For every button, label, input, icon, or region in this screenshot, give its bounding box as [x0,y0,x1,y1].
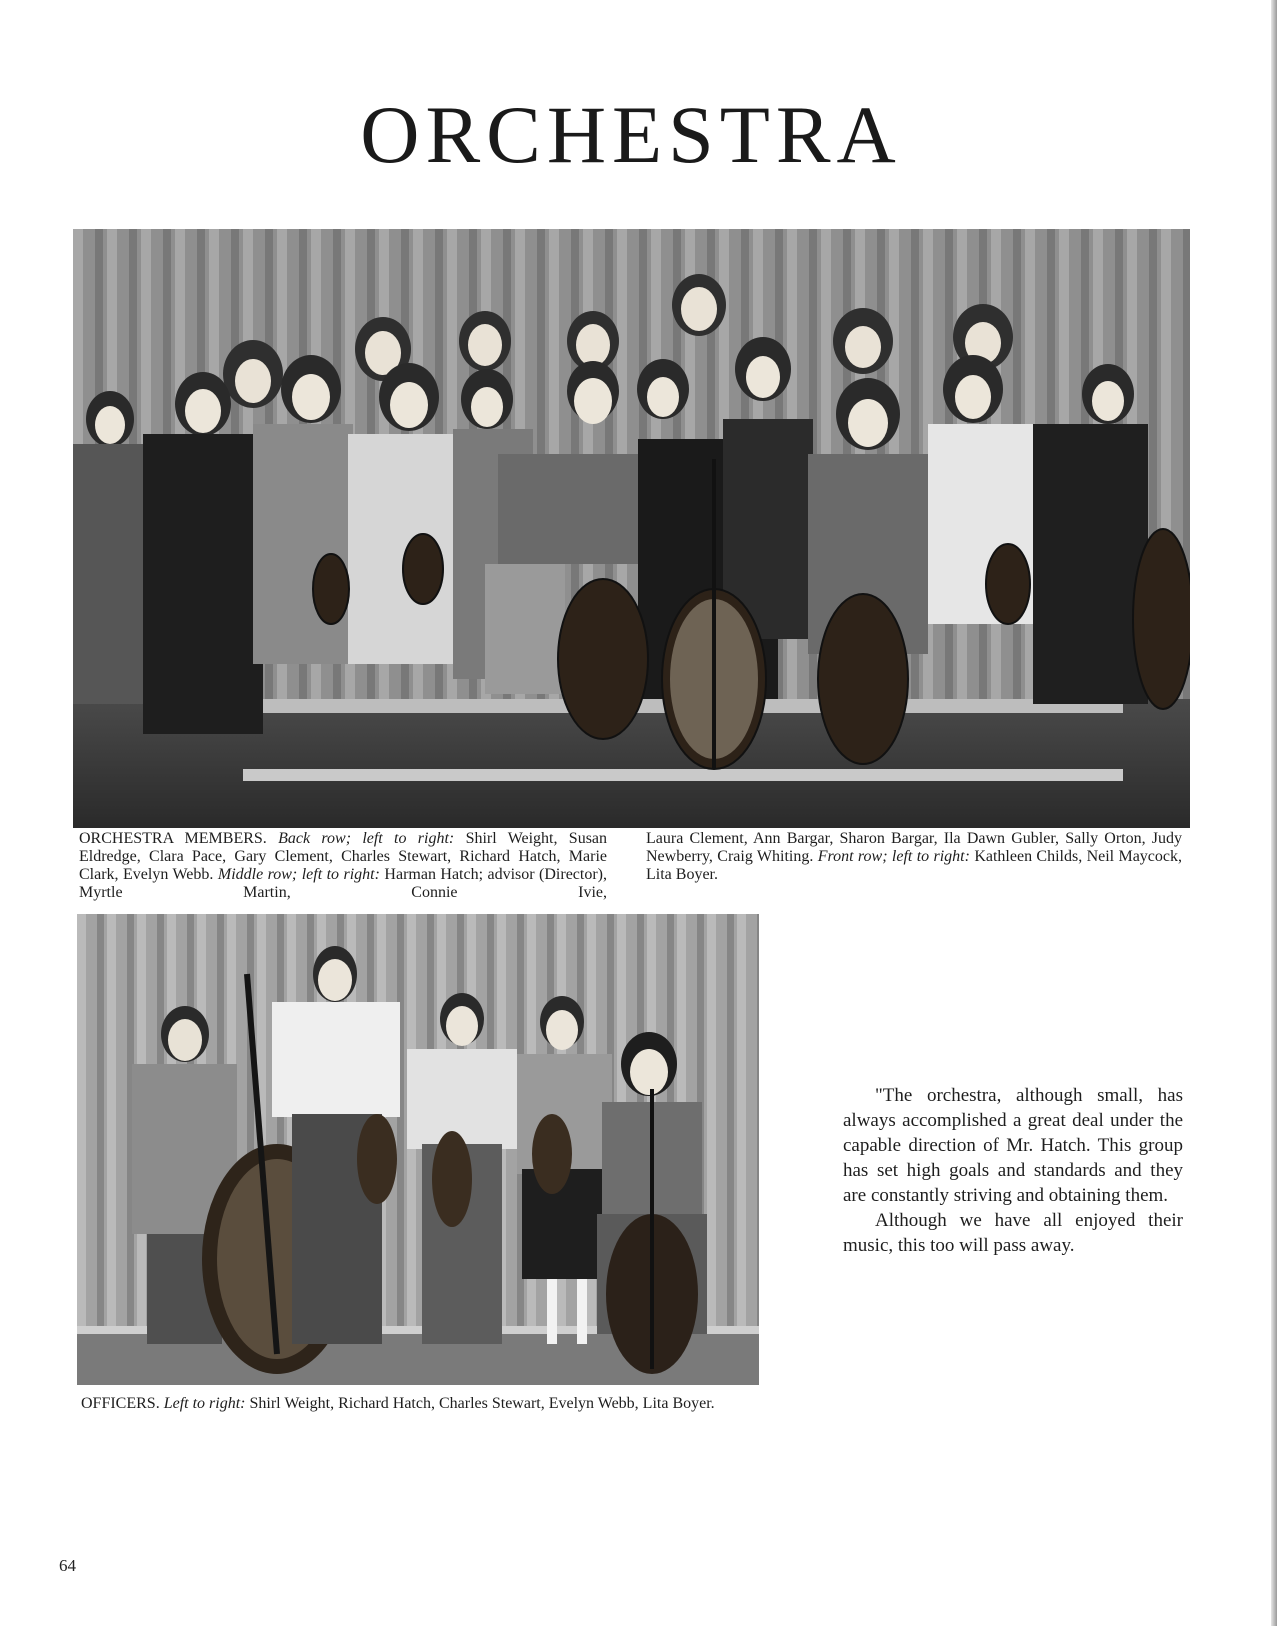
back-row-label: Back row; left to right: [278,830,455,847]
members-caption-lead: ORCHESTRA MEMBERS. [79,830,267,847]
middle-row-names-cont: Laura Clement, Ann Bargar, Sharon Bargar, Ila Dawn Gubler, Sally Orton, Judy Newberry, Craig Whiting. [646,830,1182,865]
front-row-label: Front row; left to right: [817,848,970,865]
back-row-names: Shirl Weight, Susan Eldredge, Clara Pace, Gary Clement, Charles Stewart, Richard Hatch, Marie Clark, Evelyn Webb. [79,830,608,883]
members-caption-right [646,830,1182,884]
front-row-names: Kathleen Childs, Neil Maycock, Lita Boyer. [646,848,1183,883]
officers-illustration [77,914,759,1385]
middle-row-label: Middle row; left to right: [217,866,380,883]
officers-caption [81,1395,750,1413]
middle-row-names-start: Harman Hatch; advisor (Director), Myrtle Martin, Connie Ivie, [79,866,608,901]
members-caption-left [79,830,607,902]
officers-photo [77,914,759,1385]
page-title: ORCHESTRA [360,89,902,180]
officers-caption-label: Left to right: [163,1395,246,1412]
officers-caption-lead: OFFICERS. [81,1395,160,1412]
quote-paragraph-1: "The orchestra, although small, has always accomplished a great deal under the capable direction of Mr. Hatch. This group has set high goals and standards and they are constantly striving and obtaining them. [843,1085,1183,1206]
orchestra-members-illustration [73,229,1190,828]
orchestra-members-photo [73,229,1190,828]
page-edge-shadow [1271,0,1277,1626]
page-number: 64 [59,1556,76,1575]
orchestra-quote [843,1083,1183,1258]
quote-paragraph-2: Although we have all enjoyed their music, this too will pass away. [843,1210,1183,1256]
officers-caption-names: Shirl Weight, Richard Hatch, Charles Stewart, Evelyn Webb, Lita Boyer. [249,1395,715,1412]
